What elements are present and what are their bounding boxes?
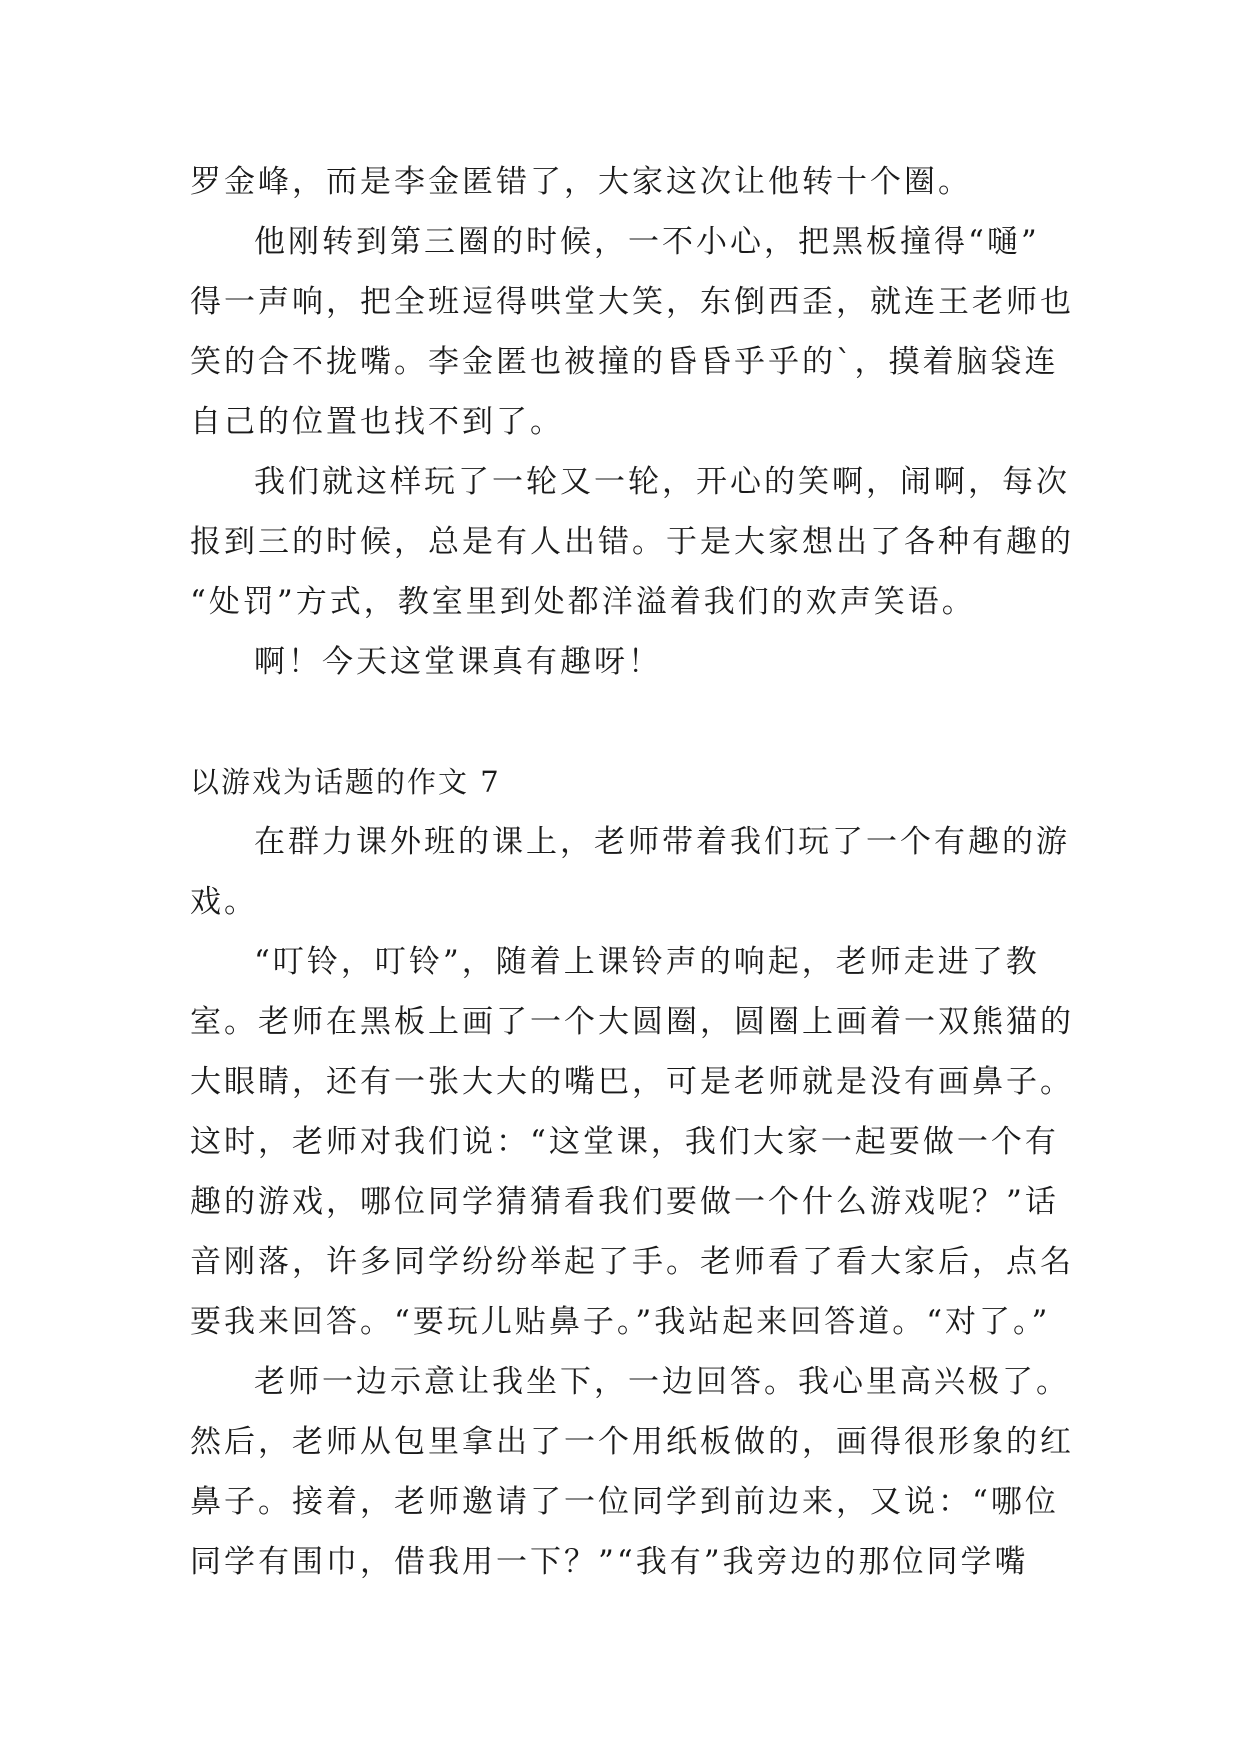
paragraph-line: 笑的合不拢嘴。李金匿也被撞的昏昏乎乎的`，摸着脑袋连 [190,344,1059,380]
paragraph-line: “叮铃，叮铃”，随着上课铃声的响起，老师走进了教 [254,944,1040,980]
paragraph-line: 啊！今天这堂课真有趣呀！ [254,644,662,680]
paragraph-line: 要我来回答。“要玩儿贴鼻子。”我站起来回答道。“对了。” [190,1304,1051,1340]
paragraph-line: 鼻子。接着，老师邀请了一位同学到前边来，又说：“哪位 [190,1484,1059,1520]
document-page [190,152,1074,1592]
paragraph-line: 戏。 [190,884,258,920]
section-gap [190,692,1060,752]
paragraph-line: 老师一边示意让我坐下，一边回答。我心里高兴极了。 [254,1364,1070,1400]
paragraph-line: “处罚”方式，教室里到处都洋溢着我们的欢声笑语。 [190,584,976,620]
paragraph-line: 大眼睛，还有一张大大的嘴巴，可是老师就是没有画鼻子。 [190,1064,1074,1100]
paragraph-line: 音刚落，许多同学纷纷举起了手。老师看了看大家后，点名 [190,1244,1074,1280]
paragraph-line: 这时，老师对我们说：“这堂课，我们大家一起要做一个有 [190,1124,1059,1160]
paragraph-line: 在群力课外班的课上，老师带着我们玩了一个有趣的游 [254,824,1070,860]
essay-heading: 以游戏为话题的作文 7 [190,765,501,799]
paragraph-line: 趣的游戏，哪位同学猜猜看我们要做一个什么游戏呢？”话 [190,1184,1059,1220]
paragraph-line: 罗金峰，而是李金匿错了，大家这次让他转十个圈。 [190,164,972,200]
paragraph-line: 同学有围巾，借我用一下？”“我有”我旁边的那位同学嘴 [190,1544,1029,1580]
paragraph-line: 报到三的时候，总是有人出错。于是大家想出了各种有趣的 [190,524,1074,560]
paragraph-line: 自己的位置也找不到了。 [190,404,564,440]
paragraph-line: 得一声响，把全班逗得哄堂大笑，东倒西歪，就连王老师也 [190,284,1074,320]
paragraph-line: 然后，老师从包里拿出了一个用纸板做的，画得很形象的红 [190,1424,1074,1460]
paragraph-line: 我们就这样玩了一轮又一轮，开心的笑啊，闹啊，每次 [254,464,1070,500]
paragraph-line: 室。老师在黑板上画了一个大圆圈，圆圈上画着一双熊猫的 [190,1004,1074,1040]
paragraph-line: 他刚转到第三圈的时候，一不小心，把黑板撞得“嗵” [254,224,1040,260]
